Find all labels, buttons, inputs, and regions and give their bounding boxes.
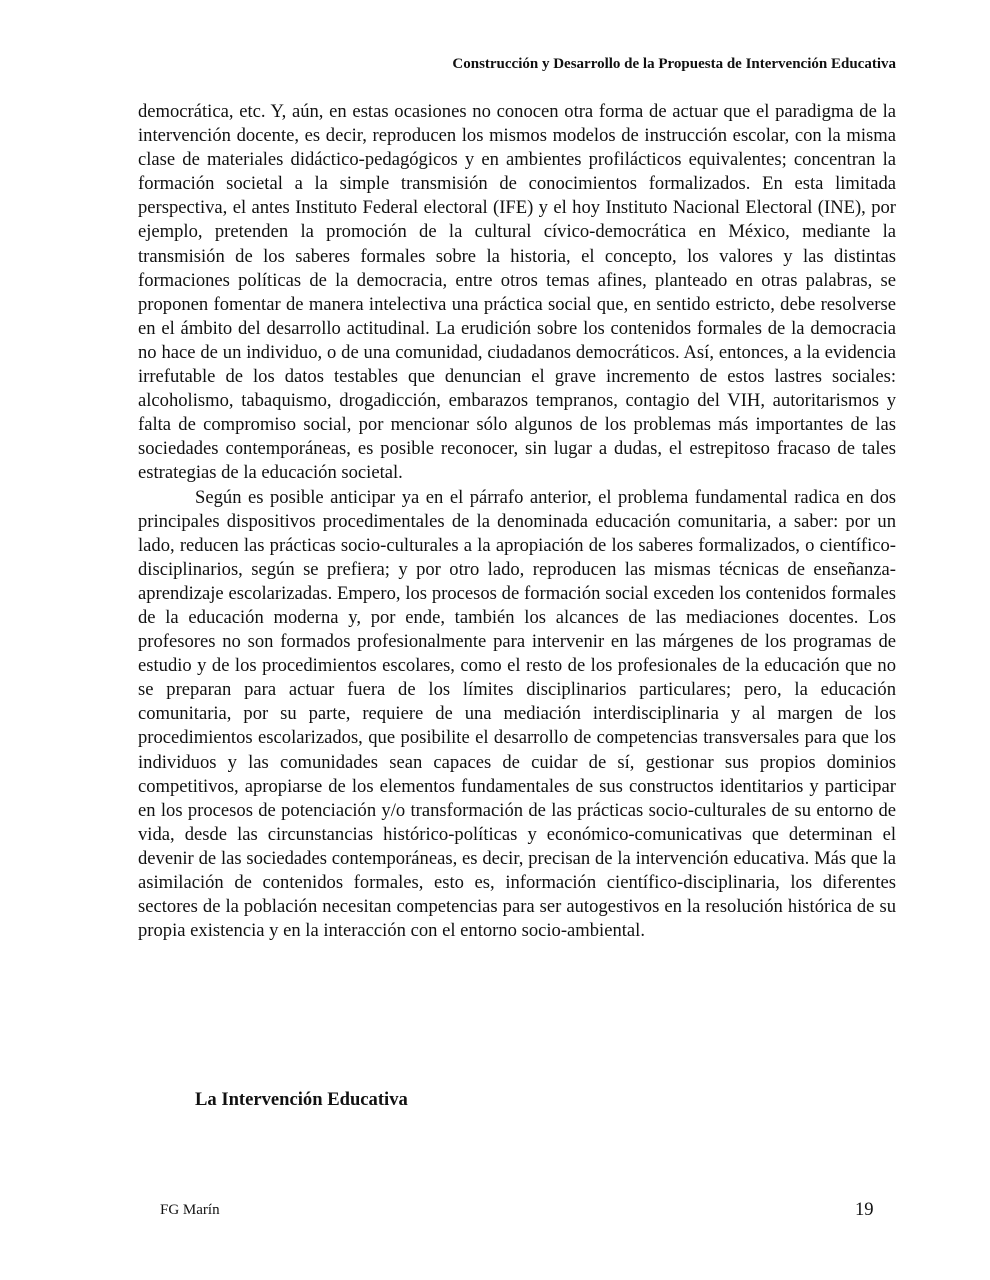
paragraph-2: Según es posible anticipar ya en el párrafo anterior, el problema fundamental radica en dos principales dispositivos procedimentales de la denominada educación comunitaria, a saber: por un lado, reducen las prácticas socio-culturales a la apropiación de los saberes formalizados, o científico-disciplinarios, según se prefiera; y por otro lado, reproducen las mismas técnicas de enseñanza-aprendizaje escolarizadas. Empero, los procesos de formación social exceden los contenidos formales de la educación moderna y, por ende, también los alcances de las mediaciones docentes. Los profesores no son formados profesionalmente para intervenir en las márgenes de los programas de estudio y de los procedimientos escolares, como el resto de los profesionales de la educación que no se preparan para actuar fuera de los límites disciplinarios particulares; pero, la educación comunitaria, por su parte, requiere de una mediación interdisciplinaria y al margen de los procedimientos escolarizados, que posibilite el desarrollo de competencias transversales para que los individuos y las comunidades sean capaces de cuidar de sí, gestionar sus propios dominios competitivos, apropiarse de los elementos fundamentales de sus constructos identitarios y participar en los procesos de potenciación y/o transformación de las prácticas socio-culturales de su entorno de vida, desde las circunstancias histórico-políticas y económico-comunicativas que determinan el devenir de las sociedades contemporáneas, es decir, precisan de la intervención educativa. Más que la asimilación de contenidos formales, esto es, información científico-disciplinaria, los diferentes sectores de la población necesitan competencias para ser autogestivos en la resolución histórica de su propia existencia y en la interacción con el entorno socio-ambiental. [138, 486, 896, 942]
section-heading: La Intervención Educativa [195, 1089, 408, 1110]
body-text [138, 100, 896, 943]
running-header-title: Construcción y Desarrollo de la Propuesta de Intervención Educativa [452, 56, 896, 72]
footer-author: FG Marín [160, 1202, 220, 1218]
paragraph-1: democrática, etc. Y, aún, en estas ocasiones no conocen otra forma de actuar que el paradigma de la intervención docente, es decir, reproducen los mismos modelos de instrucción escolar, con la misma clase de materiales didáctico-pedagógicos y en ambientes profilácticos equivalentes; concentran la formación societal a la simple transmisión de conocimientos formalizados. En esta limitada perspectiva, el antes Instituto Federal electoral (IFE) y el hoy Instituto Nacional Electoral (INE), por ejemplo, pretenden la promoción de la cultural cívico-democrática en México, mediante la transmisión de los saberes formales sobre la historia, el concepto, los valores y las distintas formaciones políticas de la democracia, entre otros temas afines, planteado en otras palabras, se proponen fomentar de manera intelectiva una práctica social que, en sentido estricto, debe resolverse en el ámbito del desarrollo actitudinal. La erudición sobre los contenidos formales de la democracia no hace de un individuo, o de una comunidad, ciudadanos democráticos. Así, entonces, a la evidencia irrefutable de los datos testables que denuncian el grave incremento de estos lastres sociales: alcoholismo, tabaquismo, drogadicción, embarazos tempranos, contagio del VIH, autoritarismos y falta de compromiso social, por mencionar sólo algunos de los problemas más importantes de las sociedades contemporáneas, es posible reconocer, sin lugar a dudas, el estrepitoso fracaso de tales estrategias de la educación societal. [138, 101, 896, 484]
page-number: 19 [855, 1199, 874, 1220]
